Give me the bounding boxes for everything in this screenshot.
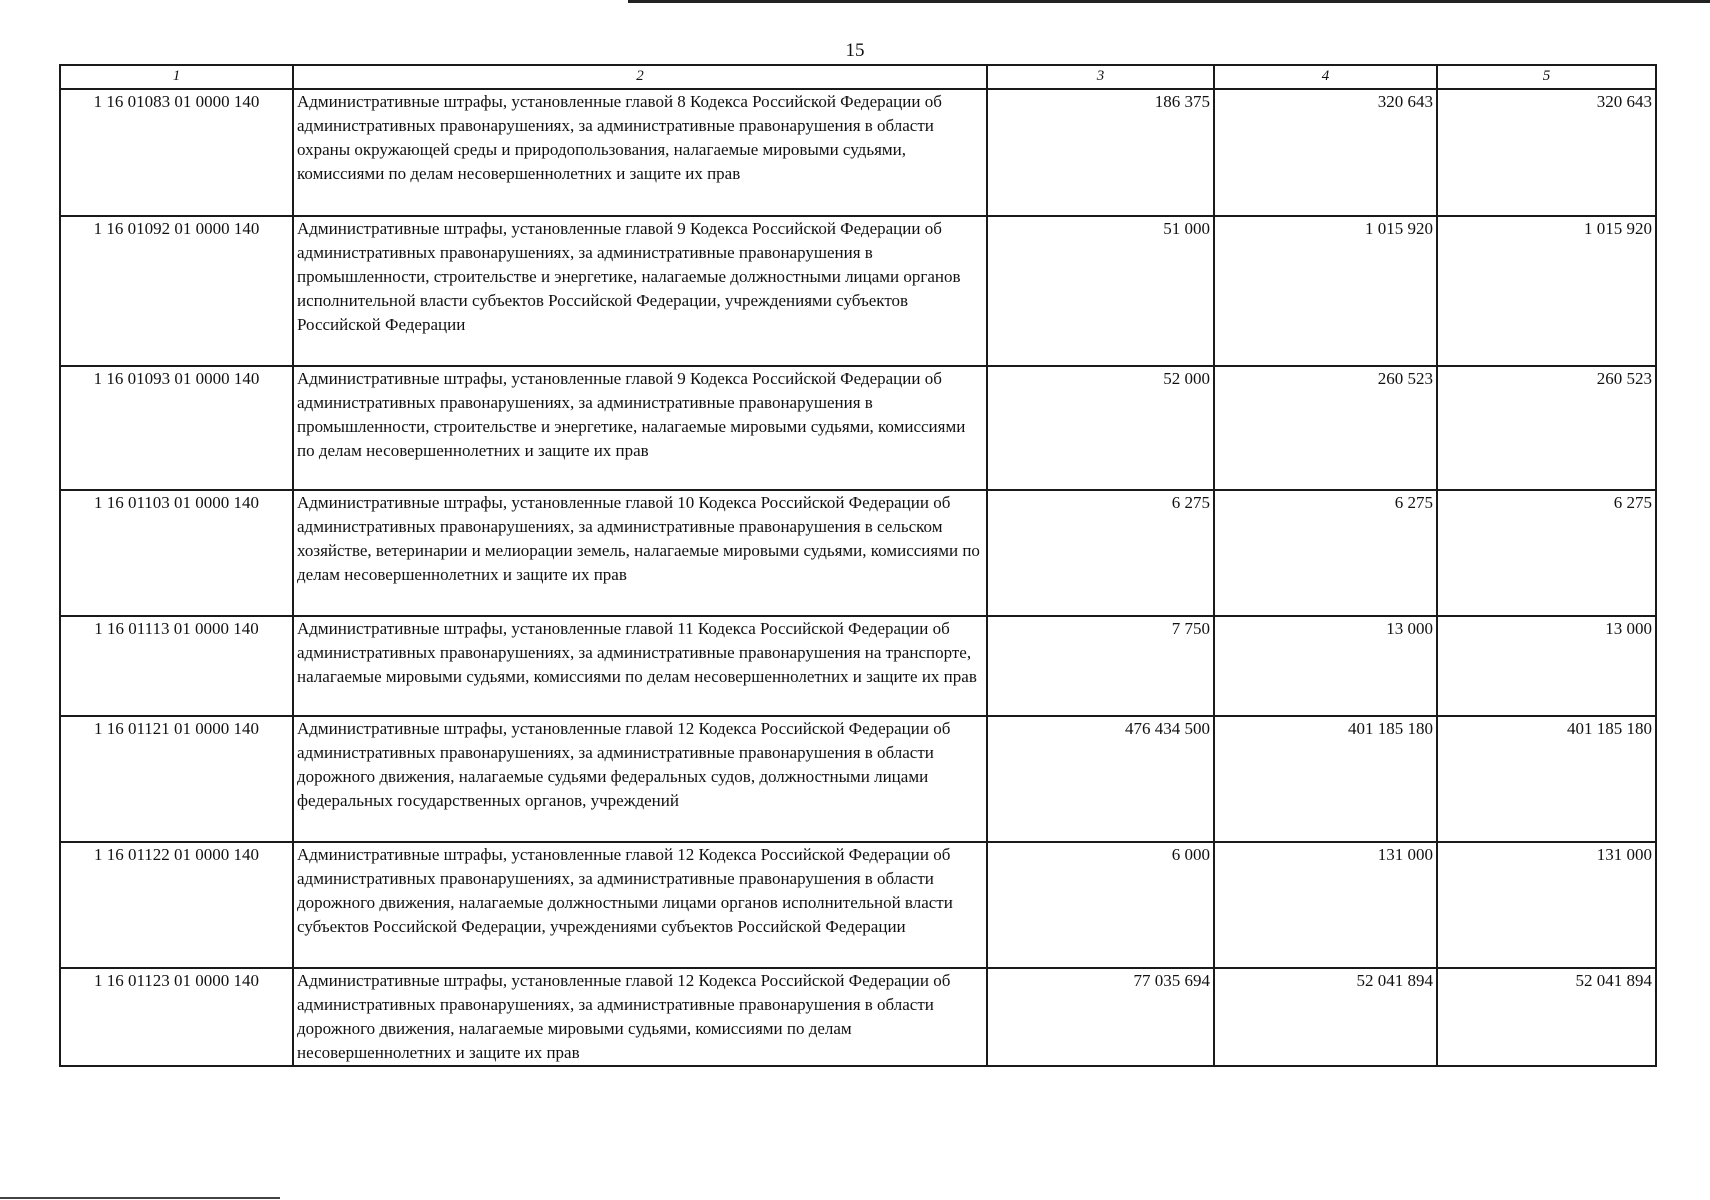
header-row bbox=[60, 65, 1656, 89]
description-cell: Административные штрафы, установленные главой 12 Кодекса Российской Федерации об административных правонарушениях, за административные правонарушения в области дорожного движения, налагаемые должностными лицами органов исполнительной власти субъектов Российской Федерации, учреждениями субъектов Российской Федерации bbox=[293, 842, 987, 968]
budget-code-cell: 1 16 01122 01 0000 140 bbox=[60, 842, 293, 968]
page-number: 15 bbox=[845, 40, 865, 61]
value-col4-cell: 131 000 bbox=[1214, 842, 1437, 968]
value-col3-cell: 7 750 bbox=[987, 616, 1214, 716]
value-col5-cell: 1 015 920 bbox=[1437, 216, 1656, 366]
description-cell: Административные штрафы, установленные главой 9 Кодекса Российской Федерации об административных правонарушениях, за административные правонарушения в промышленности, строительстве и энергетике, налагаемые должностными лицами органов исполнительной власти субъектов Российской Федерации, учреждениями субъектов Российской Федерации bbox=[293, 216, 987, 366]
value-col5-cell: 6 275 bbox=[1437, 490, 1656, 616]
value-col4-cell: 320 643 bbox=[1214, 89, 1437, 216]
revenue-table bbox=[59, 64, 1657, 1067]
value-col3-cell: 186 375 bbox=[987, 89, 1214, 216]
value-col3-cell: 77 035 694 bbox=[987, 968, 1214, 1066]
value-col3-cell: 6 275 bbox=[987, 490, 1214, 616]
budget-code-cell: 1 16 01113 01 0000 140 bbox=[60, 616, 293, 716]
description-cell: Административные штрафы, установленные главой 8 Кодекса Российской Федерации об административных правонарушениях, за административные правонарушения в области охраны окружающей среды и природопользования, налагаемые мировыми судьями, комиссиями по делам несовершеннолетних и защите их прав bbox=[293, 89, 987, 216]
column-header-2: 2 bbox=[293, 65, 987, 89]
value-col3-cell: 51 000 bbox=[987, 216, 1214, 366]
value-col3-cell: 6 000 bbox=[987, 842, 1214, 968]
table-row bbox=[60, 490, 1656, 616]
description-cell: Административные штрафы, установленные главой 10 Кодекса Российской Федерации об административных правонарушениях, за административные правонарушения в сельском хозяйстве, ветеринарии и мелиорации земель, налагаемые мировыми судьями, комиссиями по делам несовершеннолетних и защите их прав bbox=[293, 490, 987, 616]
value-col5-cell: 131 000 bbox=[1437, 842, 1656, 968]
value-col4-cell: 260 523 bbox=[1214, 366, 1437, 490]
value-col5-cell: 401 185 180 bbox=[1437, 716, 1656, 842]
value-col5-cell: 260 523 bbox=[1437, 366, 1656, 490]
column-header-3: 3 bbox=[987, 65, 1214, 89]
value-col5-cell: 52 041 894 bbox=[1437, 968, 1656, 1066]
value-col4-cell: 1 015 920 bbox=[1214, 216, 1437, 366]
value-col4-cell: 6 275 bbox=[1214, 490, 1437, 616]
value-col5-cell: 13 000 bbox=[1437, 616, 1656, 716]
description-cell: Административные штрафы, установленные главой 9 Кодекса Российской Федерации об административных правонарушениях, за административные правонарушения в промышленности, строительстве и энергетике, налагаемые мировыми судьями, комиссиями по делам несовершеннолетних и защите их прав bbox=[293, 366, 987, 490]
bottom-scan-rule bbox=[0, 1197, 280, 1199]
table-row bbox=[60, 89, 1656, 216]
column-header-1: 1 bbox=[60, 65, 293, 89]
budget-code-cell: 1 16 01092 01 0000 140 bbox=[60, 216, 293, 366]
budget-code-cell: 1 16 01093 01 0000 140 bbox=[60, 366, 293, 490]
value-col4-cell: 401 185 180 bbox=[1214, 716, 1437, 842]
table-row bbox=[60, 616, 1656, 716]
table-row bbox=[60, 842, 1656, 968]
value-col3-cell: 52 000 bbox=[987, 366, 1214, 490]
column-header-4: 4 bbox=[1214, 65, 1437, 89]
column-header-5: 5 bbox=[1437, 65, 1656, 89]
top-scan-rule bbox=[628, 0, 1710, 3]
budget-code-cell: 1 16 01123 01 0000 140 bbox=[60, 968, 293, 1066]
table-row bbox=[60, 968, 1656, 1066]
table-row bbox=[60, 716, 1656, 842]
description-cell: Административные штрафы, установленные главой 12 Кодекса Российской Федерации об административных правонарушениях, за административные правонарушения в области дорожного движения, налагаемые судьями федеральных судов, должностными лицами федеральных государственных органов, учреждений bbox=[293, 716, 987, 842]
budget-code-cell: 1 16 01121 01 0000 140 bbox=[60, 716, 293, 842]
value-col3-cell: 476 434 500 bbox=[987, 716, 1214, 842]
budget-code-cell: 1 16 01083 01 0000 140 bbox=[60, 89, 293, 216]
description-cell: Административные штрафы, установленные главой 11 Кодекса Российской Федерации об административных правонарушениях, за административные правонарушения на транспорте, налагаемые мировыми судьями, комиссиями по делам несовершеннолетних и защите их прав bbox=[293, 616, 987, 716]
table-row bbox=[60, 216, 1656, 366]
budget-code-cell: 1 16 01103 01 0000 140 bbox=[60, 490, 293, 616]
value-col4-cell: 13 000 bbox=[1214, 616, 1437, 716]
table-row bbox=[60, 366, 1656, 490]
description-cell: Административные штрафы, установленные главой 12 Кодекса Российской Федерации об административных правонарушениях, за административные правонарушения в области дорожного движения, налагаемые мировыми судьями, комиссиями по делам несовершеннолетних и защите их прав bbox=[293, 968, 987, 1066]
value-col4-cell: 52 041 894 bbox=[1214, 968, 1437, 1066]
value-col5-cell: 320 643 bbox=[1437, 89, 1656, 216]
